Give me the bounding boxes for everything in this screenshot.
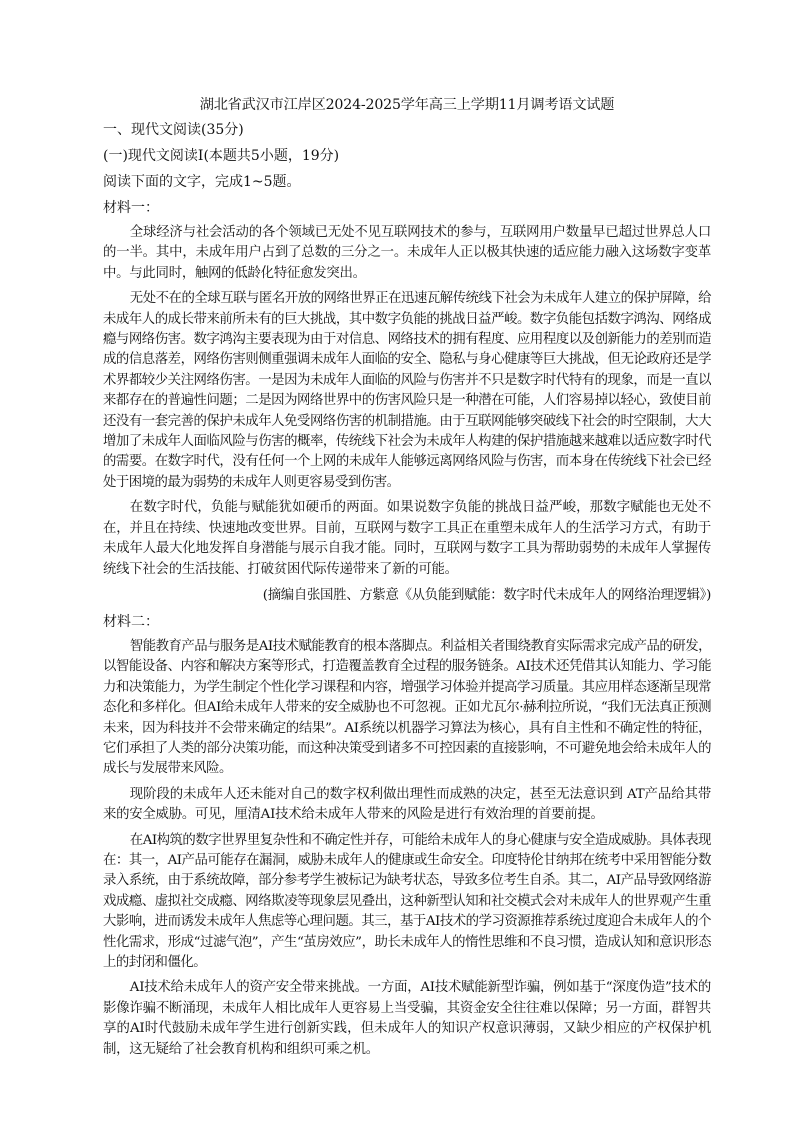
material-two-paragraph-1: 智能教育产品与服务是AI技术赋能教育的根本落脚点。利益相关者围绕教育实际需求完成产品的研发，以智能设备、内容和解决方案等形式，打造覆盖教育全过程的服务链条。AI技术还凭借其认知能力、学习能力和决策能力，为学生制定个性化学习课程和内容，增强学习体验并提高学习质量。其应用样态逐渐呈现常态化和多样化。但AI给未成年人带来的安全威胁也不可忽视。正如尤瓦尔·赫利拉所说，“我们无法真正预测未来，因为科技并不会带来确定的结果”。AI系统以机器学习算法为核心，具有自主性和不确定性的特征，它们承担了人类的部分决策功能，而这种决策受到诸多不可控因素的直接影响，不可避免地会给未成年人的成长与发展带来风险。 xyxy=(103,638,711,777)
section-heading: 一、现代文阅读(35分) xyxy=(103,122,244,138)
material-one-paragraph-2: 无处不在的全球互联与匿名开放的网络世界正在迅速瓦解传统线下社会为未成年人建立的保护屏障，给未成年人的成长带来前所未有的巨大挑战，其中数字负能的挑战日益严峻。数字负能包括数字鸿沟、网络成瘾与网络伤害。数字鸿沟主要表现为由于对信息、网络技术的拥有程度、应用程度以及创新能力的差别而造成的信息落差，网络伤害则侧重强调未成年人面临的安全、隐私与身心健康等巨大挑战，但无论政府还是学术界都较少关注网络伤害。一是因为未成年人面临的风险与伤害并不只是数字时代特有的现象，而是一直以来都存在的普遍性问题；二是因为网络世界中的伤害风险只是一种潜在可能，人们容易掉以轻心，致使目前还没有一套完善的保护未成年人免受网络伤害的机制措施。由于互联网能够突破线下社会的时空限制，大大增加了未成年人面临风险与伤害的概率，传统线下社会为未成年人构建的保护措施越来越难以适应数字时代的需要。在数字时代，没有任何一个上网的未成年人能够远离网络风险与伤害，而本身在传统线下社会已经处于困境的最为弱势的未成年人则更容易受到伤害。 xyxy=(103,291,711,490)
material-one-label: 材料一： xyxy=(103,200,159,216)
reading-instruction: 阅读下面的文字，完成1~5题。 xyxy=(103,174,301,190)
material-two-paragraph-3: 在AI构筑的数字世界里复杂性和不确定性并存，可能给未成年人的身心健康与安全造成威胁。具体表现在：其一，AI产品可能存在漏洞，威胁未成年人的健康或生命安全。印度特伦甘纳邦在统考中采用智能分数录入系统，由于系统故障，部分参考学生被标记为缺考状态，导致多位考生自杀。其二，AI产品导致网络游戏成瘾、虚拟社交成瘾、网络欺凌等现象层见叠出，这种新型认知和社交模式会对未成年人的世界观产生重大影响，进而诱发未成年人焦虑等心理问题。其三，基于AI技术的学习资源推荐系统过度迎合未成年人的个性化需求，形成“过滤气泡”，产生“茧房效应”，助长未成年人的惰性思维和不良习惯，造成认知和意识形态上的封闭和僵化。 xyxy=(103,832,711,970)
material-two-label: 材料二： xyxy=(103,613,159,630)
material-one-source: (摘编自张国胜、方紫意《从负能到赋能：数字时代未成年人的网络治理逻辑》) xyxy=(262,587,711,603)
document-title: 湖北省武汉市江岸区2024-2025学年高三上学期11月调考语文试题 xyxy=(199,97,615,113)
material-two-paragraph-4: AI技术给未成年人的资产安全带来挑战。一方面，AI技术赋能新型诈骗，例如基于“深度伪造”技术的影像诈骗不断涌现，未成年人相比成年人更容易上当受骗，其资金安全往往难以保障；另一方面，群智共享的AI时代鼓励未成年学生进行创新实践，但未成年人的知识产权意识薄弱，又缺少相应的产权保护机制，这无疑给了社会教育机构和组织可乘之机。 xyxy=(103,980,711,1057)
exam-page xyxy=(103,94,711,1065)
subsection-heading: (一)现代文阅读Ⅰ(本题共5小题，19分) xyxy=(103,148,340,164)
material-two-paragraph-2: 现阶段的未成年人还未能对自己的数字权利做出理性而成熟的决定，甚至无法意识到 AT产品给其带来的安全威胁。可见，厘清AI技术给未成年人带来的风险是进行有效治理的首要前提。 xyxy=(103,786,711,823)
material-one-paragraph-1: 全球经济与社会活动的各个领域已无处不见互联网技术的参与，互联网用户数量早已超过世界总人口的一半。其中，未成年用户占到了总数的三分之一。未成年人正以极其快速的适应能力融入这场数字变革中。与此同时，触网的低龄化特征愈发突出。 xyxy=(103,225,711,281)
material-one-paragraph-3: 在数字时代，负能与赋能犹如硬币的两面。如果说数字负能的挑战日益严峻，那数字赋能也无处不在，并且在持续、快速地改变世界。目前，互联网与数字工具正在重塑未成年人的生活学习方式，有助于未成年人最大化地发挥自身潜能与展示自我才能。同时，互联网与数字工具为帮助弱势的未成年人掌握传统线下社会的生活技能、打破贫困代际传递带来了新的可能。 xyxy=(103,500,711,577)
